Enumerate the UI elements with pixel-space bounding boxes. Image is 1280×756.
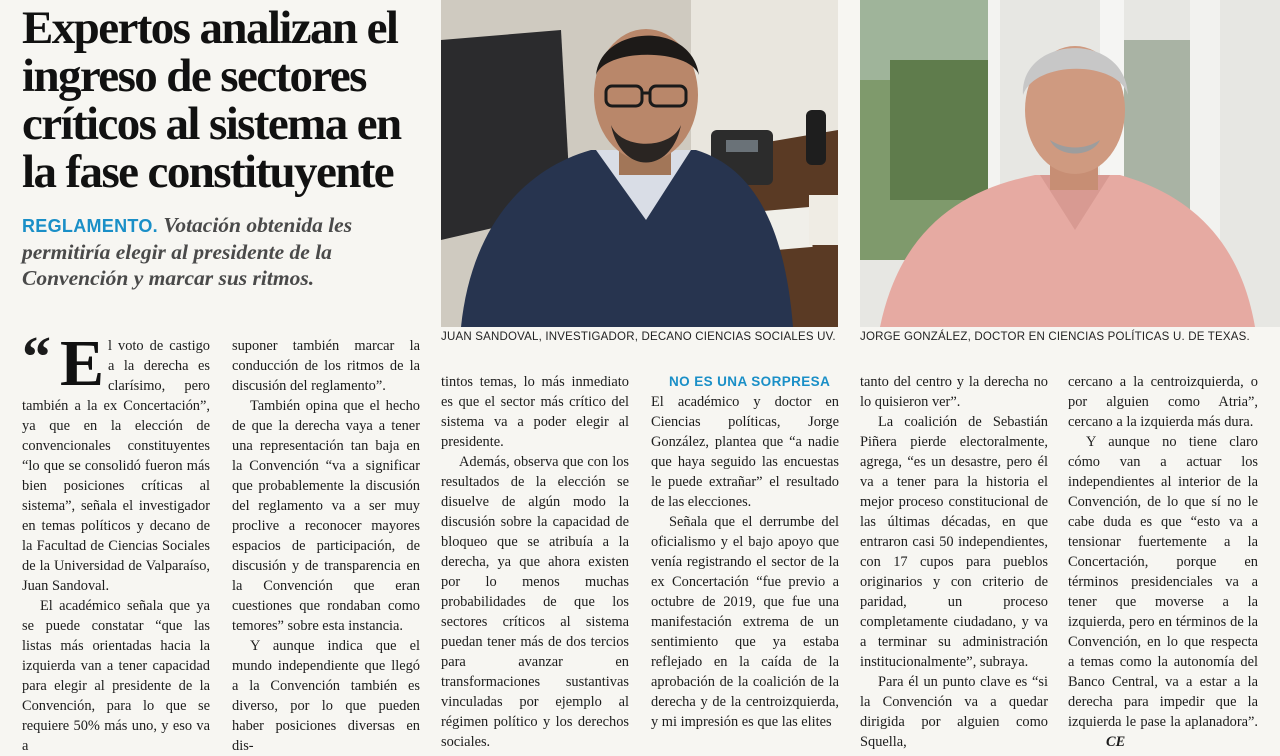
paragraph: tintos temas, lo más inmediato es que el sector más crítico del sistema va a poder elegir al presidente. — [441, 374, 629, 450]
caption-jorge-gonzalez: JORGE GONZÁLEZ, DOCTOR EN CIENCIAS POLÍTICAS U. DE TEXAS. — [860, 331, 1250, 343]
subhead: NO ES UNA SORPRESA — [669, 374, 831, 389]
paragraph: l voto de castigo a la derecha es clarísimo, pero también a la ex Concertación”, ya que en la elección de convencionales constituyentes “lo que se consolidó fueron más bien posiciones críticas al sistema”, señala el investigador en temas políticos y decano de la Facultad de Ciencias Sociales de la Universidad de Valparaíso, Juan Sandoval. — [22, 338, 210, 594]
photo-jorge-gonzalez — [860, 0, 1280, 327]
paragraph — [1068, 432, 1258, 752]
paragraph: El académico señala que ya se puede constatar “que las listas más orientadas hacia la izquierda van a tener capacidad para elegir al presidente de la Convención, para lo que se requiere 50% más uno, y eso va a — [22, 598, 210, 754]
photo-jorge-gonzalez-image — [860, 0, 1280, 327]
paragraph: Señala que el derrumbe del oficialismo y el bajo apoyo que venía registrando el sector de la ex Concertación “fue previo a octubre de 2019, que fue una manifestación extrema de un sentimiento que ya estaba reflejado en la caída de la aprobación de la coalición de la derecha y de la centroizquierda, y mi impresión es que las elites — [651, 514, 839, 730]
paragraph: tanto del centro y la derecha no lo quisieron ver”. — [860, 374, 1048, 410]
caption-juan-sandoval: JUAN SANDOVAL, INVESTIGADOR, DECANO CIENCIAS SOCIALES UV. — [441, 331, 836, 343]
headline: Expertos analizan el ingreso de sectores críticos al sistema en la fase constituyente — [22, 2, 401, 198]
paragraph: Y aunque indica que el mundo independiente que llegó a la Convención también es diverso, por lo que pueden haber posiciones diversas en dis- — [232, 638, 420, 754]
paragraph: suponer también marcar la conducción de los ritmos de la discusión del reglamento”. — [232, 338, 420, 394]
end-mark: CE — [1106, 734, 1126, 750]
paragraph: Para él un punto clave es “si la Convención va a quedar dirigida por alguien como Squella, — [860, 674, 1048, 750]
paragraph-text: Y aunque no tiene claro cómo van a actuar los independientes al interior de la Convención, de lo que sí no le cabe duda es que “esto va a tensionar fuertemente a la Concertación, porque en términos presidenciales va a tener que moverse a la izquierda, pero en términos de la Convención, en lo que respecta a temas como la autonomía del Banco Central, va a estar a la derecha para impedir que la izquierda le pase la aplanadora”. — [1068, 434, 1258, 730]
column-6 — [1068, 372, 1258, 752]
paragraph: También opina que el hecho de que la derecha vaya a tener una representación tan baja en la Convención “va a significar que probablemente la discusión del reglamento va a ser muy proclive a reconocer mayores espacios de participación, de discusión y de transparencia en la Convención que eran cuestiones que rondaban como temores” sobre esta instancia. — [232, 398, 420, 634]
opening-quote-mark: “ — [22, 324, 51, 389]
column-5 — [860, 372, 1048, 752]
lead-paragraph — [22, 324, 210, 596]
kicker: REGLAMENTO. — [22, 216, 158, 236]
photo-juan-sandoval-image — [441, 0, 838, 327]
paragraph: cercano a la centroizquierda, o por alguien como Atria”, cercano a la izquierda más dura. — [1068, 374, 1258, 430]
photo-juan-sandoval — [441, 0, 838, 327]
dek — [22, 212, 432, 291]
column-1 — [22, 324, 210, 756]
paragraph: La coalición de Sebastián Piñera pierde electoralmente, agrega, “es un desastre, pero él va a tener para la historia el mejor proceso constitucional de las últimas décadas, en que entraron casi 50 independientes, con 17 cupos para pueblos originarios y con criterio de paridad, un proceso completamente ciudadano, y va a terminar su administración institucionalmente”, subraya. — [860, 414, 1048, 670]
column-2 — [232, 336, 420, 756]
dropcap: E — [60, 327, 105, 400]
column-4 — [651, 372, 839, 732]
paragraph: El académico y doctor en Ciencias políticas, Jorge González, plantea que “a nadie que haya seguido las encuestas le puede extrañar” el resultado de las elecciones. — [651, 394, 839, 510]
dek-text: Votación obtenida les permitiría elegir al presidente de la Convención y marcar sus ritmos. — [22, 213, 353, 290]
paragraph: Además, observa que con los resultados de la elección se disuelve de algún modo la discusión sobre la capacidad de bloqueo que se atribuía a la derecha, ya que ahora existen por lo menos muchas probabilidades de que los sectores críticos al sistema puedan tener más de dos tercios para avanzar en transformaciones sustantivas vinculadas por ejemplo al régimen político y los derechos sociales. — [441, 454, 629, 750]
column-3 — [441, 372, 629, 752]
